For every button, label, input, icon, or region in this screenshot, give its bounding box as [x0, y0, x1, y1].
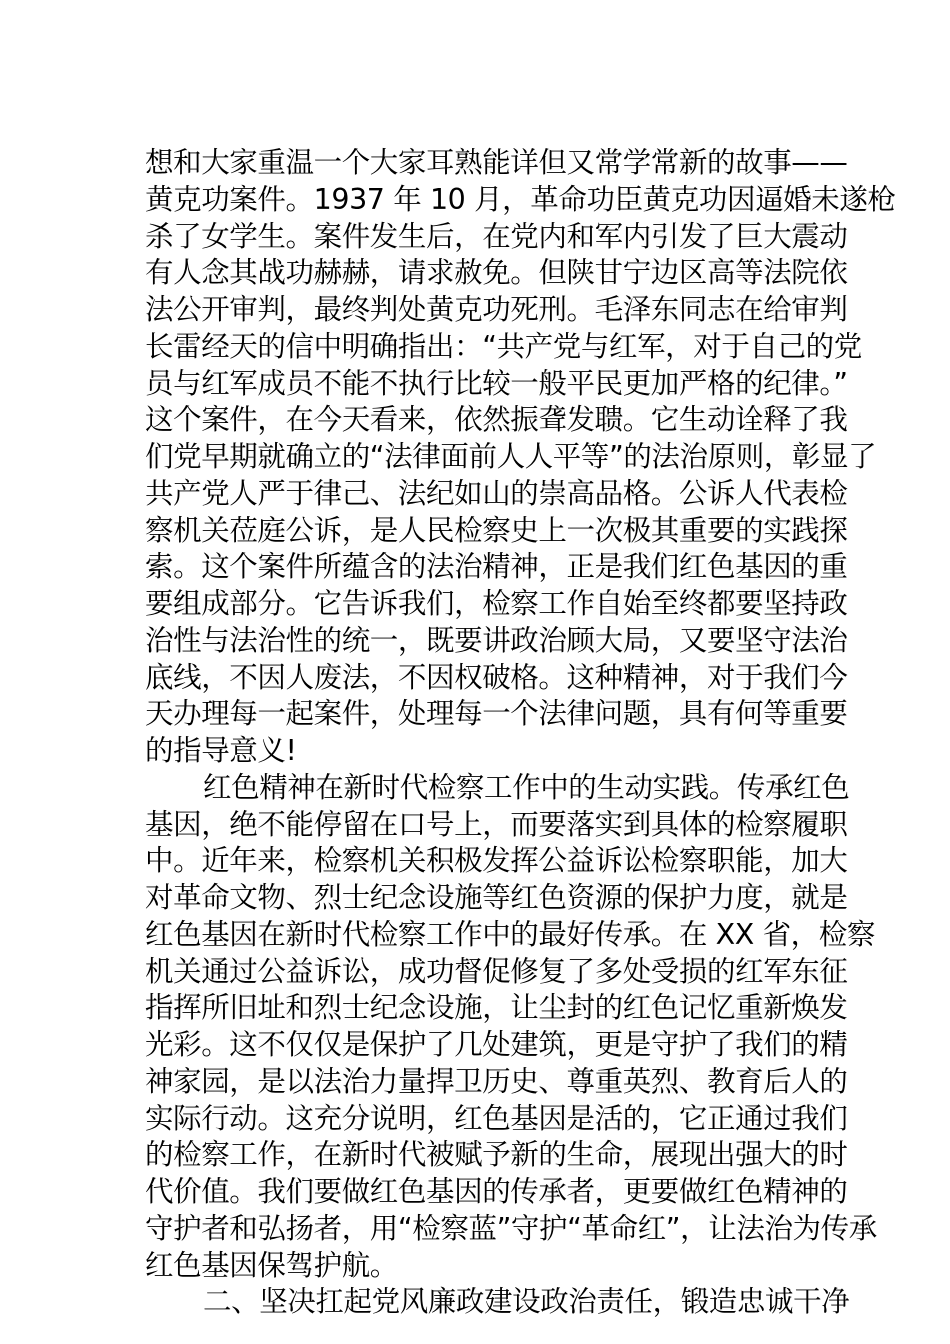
section-heading-two: [145, 1284, 850, 1321]
text-line: 索。这个案件所蕴含的法治精神，正是我们红色基因的重: [145, 550, 848, 584]
text-line: 红色基因保驾护航。: [145, 1248, 398, 1282]
text-line: 代价值。我们要做红色基因的传承者，更要做红色精神的: [145, 1175, 848, 1208]
text-line: 这个案件，在今天看来，依然振聋发聩。它生动诠释了我: [145, 403, 848, 437]
document-page: [145, 145, 896, 1321]
text-line: 杀了女学生。案件发生后，在党内和军内引发了巨大震动: [145, 219, 848, 253]
text-line: 的指导意义!: [145, 734, 297, 767]
text-line: 守护者和弘扬者，用“检察蓝”守护“革命红”，让法治为传承: [145, 1211, 877, 1245]
text-line: 底线，不因人废法，不因权破格。这种精神，对于我们今: [145, 660, 848, 694]
text-line: 们党早期就确立的“法律面前人人平等”的法治原则，彰显了: [145, 440, 877, 473]
text-line: 法公开审判，最终判处黄克功死刑。毛泽东同志在给审判: [145, 293, 848, 326]
text-line: 员与红军成员不能不执行比较一般平民更加严格的纪律。”: [145, 366, 848, 400]
text-line: 要组成部分。它告诉我们，检察工作自始至终都要坚持政: [145, 587, 848, 620]
text-line: 长雷经天的信中明确指出：“共产党与红军，对于自己的党: [145, 329, 862, 363]
text-line: 红色精神在新时代检察工作中的生动实践。传承红色: [203, 770, 850, 804]
paragraph-huang-kegong-case: [145, 145, 896, 770]
text-line: 基因，绝不能停留在口号上，而要落实到具体的检察履职: [145, 807, 848, 841]
text-line: 有人念其战功赫赫，请求赦免。但陕甘宁边区高等法院依: [145, 256, 848, 290]
text-line: 对革命文物、烈士纪念设施等红色资源的保护力度，就是: [145, 881, 848, 914]
text-line: 实际行动。这充分说明，红色基因是活的，它正通过我们: [145, 1101, 848, 1135]
text-line: 中。近年来，检察机关积极发挥公益诉讼检察职能，加大: [145, 844, 848, 878]
text-line: 天办理每一起案件，处理每一个法律问题，具有何等重要: [145, 697, 848, 731]
text-line: 指挥所旧址和烈士纪念设施，让尘封的红色记忆重新焕发: [145, 991, 848, 1025]
paragraph-red-spirit-practice: [145, 770, 877, 1285]
text-line: 察机关莅庭公诉，是人民检察史上一次极其重要的实践探: [145, 513, 848, 547]
text-line: 共产党人严于律己、法纪如山的崇高品格。公诉人代表检: [145, 476, 848, 510]
text-line: 的检察工作，在新时代被赋予新的生命，展现出强大的时: [145, 1138, 848, 1172]
text-line: 想和大家重温一个大家耳熟能详但又常学常新的故事——: [145, 146, 848, 179]
text-line: 神家园，是以法治力量捍卫历史、尊重英烈、教育后人的: [145, 1064, 848, 1098]
text-line: 黄克功案件。1937 年 10 月，革命功臣黄克功因逼婚未遂枪: [145, 182, 896, 216]
text-line: 红色基因在新时代检察工作中的最好传承。在 XX 省，检察: [145, 917, 875, 951]
text-line: 机关通过公益诉讼，成功督促修复了多处受损的红军东征: [145, 954, 848, 988]
section-heading-line: 二、坚决扛起党风廉政建设政治责任，锻造忠诚干净: [203, 1285, 850, 1319]
text-line: 光彩。这不仅仅是保护了几处建筑，更是守护了我们的精: [145, 1028, 848, 1061]
text-line: 治性与法治性的统一，既要讲政治顾大局，又要坚守法治: [145, 623, 848, 657]
